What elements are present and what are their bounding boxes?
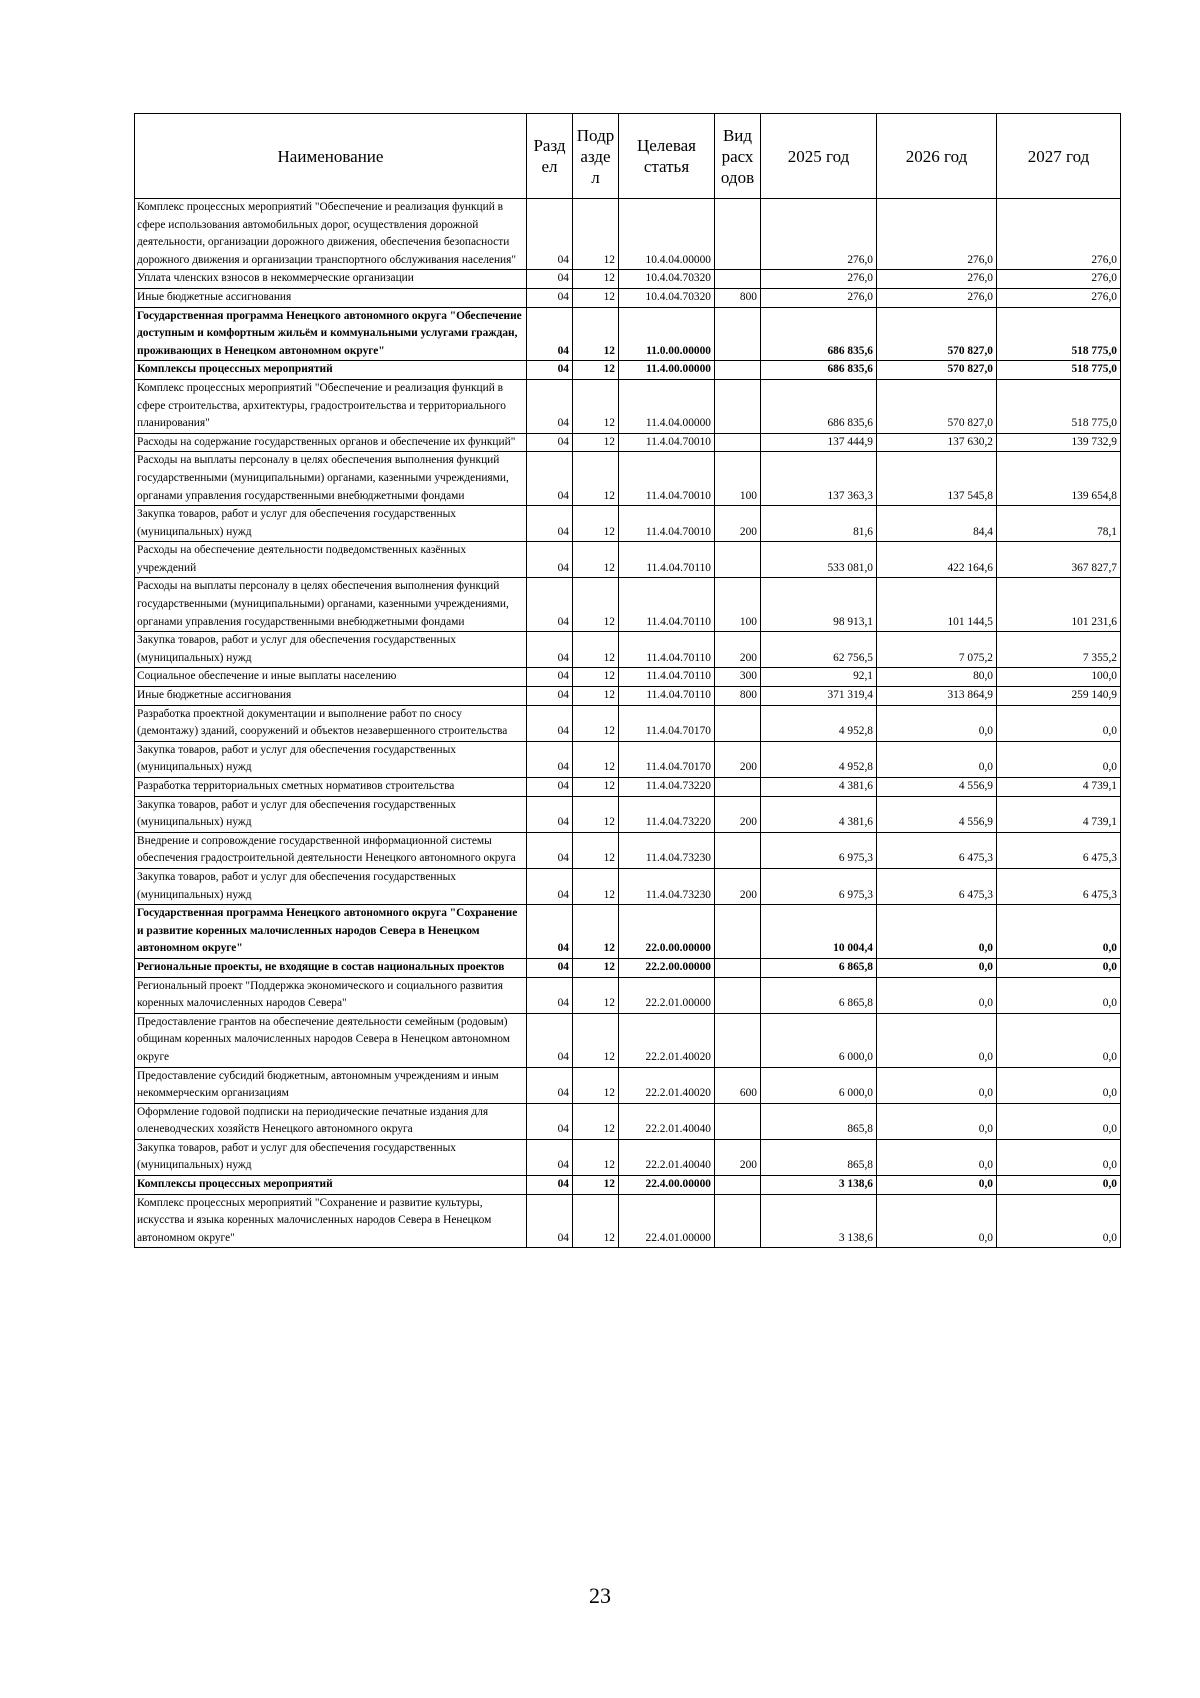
cell-podrazdel: 12 — [573, 542, 619, 578]
table-row — [135, 1194, 1121, 1248]
table-row — [135, 542, 1121, 578]
cell-2025: 686 835,6 — [761, 379, 877, 433]
cell-vid — [715, 977, 761, 1013]
cell-statya: 10.4.04.00000 — [619, 199, 715, 270]
cell-2027: 0,0 — [997, 1013, 1121, 1067]
cell-statya: 22.2.01.00000 — [619, 977, 715, 1013]
cell-statya: 10.4.04.70320 — [619, 288, 715, 307]
cell-name: Расходы на содержание государственных органов и обеспечение их функций" — [135, 433, 527, 452]
cell-podrazdel: 12 — [573, 1139, 619, 1175]
cell-name: Разработка территориальных сметных нормативов строительства — [135, 778, 527, 797]
cell-2026: 276,0 — [877, 270, 997, 289]
cell-razdel: 04 — [527, 506, 573, 542]
table-row — [135, 1139, 1121, 1175]
table-header-row — [135, 114, 1121, 199]
cell-name: Закупка товаров, работ и услуг для обеспечения государственных (муниципальных) нужд — [135, 741, 527, 777]
cell-name: Оформление годовой подписки на периодические печатные издания для оленеводческих хозяйств Ненецкого автономного округа — [135, 1103, 527, 1139]
cell-statya: 11.4.04.70110 — [619, 632, 715, 668]
header-vid: Вид расх одов — [715, 114, 761, 199]
cell-2026: 570 827,0 — [877, 361, 997, 380]
cell-name: Социальное обеспечение и иные выплаты населению — [135, 668, 527, 687]
cell-statya: 11.4.04.73230 — [619, 868, 715, 904]
cell-name: Расходы на выплаты персоналу в целях обеспечения выполнения функций государственными (муниципальными) органами, казенными учреждениями, органами управления государственными внебюджетными фондами — [135, 452, 527, 506]
cell-podrazdel: 12 — [573, 452, 619, 506]
cell-vid — [715, 958, 761, 977]
cell-vid — [715, 832, 761, 868]
cell-2026: 422 164,6 — [877, 542, 997, 578]
cell-vid — [715, 307, 761, 361]
cell-2025: 137 363,3 — [761, 452, 877, 506]
cell-razdel: 04 — [527, 199, 573, 270]
table-row — [135, 452, 1121, 506]
cell-2027: 4 739,1 — [997, 796, 1121, 832]
cell-name: Иные бюджетные ассигнования — [135, 288, 527, 307]
cell-2027: 0,0 — [997, 741, 1121, 777]
cell-vid — [715, 542, 761, 578]
cell-2026: 0,0 — [877, 741, 997, 777]
cell-2025: 533 081,0 — [761, 542, 877, 578]
cell-2026: 0,0 — [877, 1176, 997, 1195]
cell-2025: 686 835,6 — [761, 307, 877, 361]
cell-name: Предоставление субсидий бюджетным, автономным учреждениям и иным некоммерческим организациям — [135, 1067, 527, 1103]
cell-2025: 6 865,8 — [761, 958, 877, 977]
cell-podrazdel: 12 — [573, 632, 619, 668]
cell-2027: 6 475,3 — [997, 868, 1121, 904]
cell-razdel: 04 — [527, 832, 573, 868]
cell-2025: 276,0 — [761, 199, 877, 270]
cell-2027: 276,0 — [997, 199, 1121, 270]
table-row — [135, 199, 1121, 270]
cell-2026: 570 827,0 — [877, 307, 997, 361]
header-statya: Целевая статья — [619, 114, 715, 199]
cell-vid: 200 — [715, 1139, 761, 1175]
cell-statya: 11.4.04.73220 — [619, 778, 715, 797]
cell-vid — [715, 433, 761, 452]
cell-name: Комплекс процессных мероприятий "Обеспечение и реализация функций в сфере использования автомобильных дорог, осуществления дорожной деятельности, организации дорожного движения, обеспечения безопасности дорожного движения и организации транспортного обслуживания населения" — [135, 199, 527, 270]
cell-razdel: 04 — [527, 868, 573, 904]
cell-vid: 200 — [715, 868, 761, 904]
cell-2026: 0,0 — [877, 905, 997, 959]
cell-razdel: 04 — [527, 741, 573, 777]
cell-razdel: 04 — [527, 632, 573, 668]
cell-statya: 11.4.04.70110 — [619, 542, 715, 578]
cell-2025: 371 319,4 — [761, 687, 877, 706]
cell-vid — [715, 379, 761, 433]
cell-name: Государственная программа Ненецкого автономного округа "Обеспечение доступным и комфортным жильём и коммунальными услугами граждан, проживающих в Ненецком автономном округе" — [135, 307, 527, 361]
cell-2026: 0,0 — [877, 1067, 997, 1103]
cell-vid: 800 — [715, 288, 761, 307]
cell-razdel: 04 — [527, 977, 573, 1013]
table-row — [135, 379, 1121, 433]
cell-2025: 6 975,3 — [761, 832, 877, 868]
table-row — [135, 1103, 1121, 1139]
cell-name: Закупка товаров, работ и услуг для обеспечения государственных (муниципальных) нужд — [135, 796, 527, 832]
table-row — [135, 506, 1121, 542]
cell-2025: 3 138,6 — [761, 1194, 877, 1248]
cell-name: Закупка товаров, работ и услуг для обеспечения государственных (муниципальных) нужд — [135, 868, 527, 904]
table-row — [135, 977, 1121, 1013]
cell-razdel: 04 — [527, 905, 573, 959]
cell-podrazdel: 12 — [573, 506, 619, 542]
cell-2025: 6 000,0 — [761, 1013, 877, 1067]
cell-2027: 0,0 — [997, 1176, 1121, 1195]
cell-razdel: 04 — [527, 687, 573, 706]
cell-name: Расходы на обеспечение деятельности подведомственных казённых учреждений — [135, 542, 527, 578]
cell-statya: 22.2.01.40040 — [619, 1139, 715, 1175]
cell-vid: 200 — [715, 632, 761, 668]
cell-razdel: 04 — [527, 270, 573, 289]
cell-vid — [715, 361, 761, 380]
cell-statya: 22.2.01.40020 — [619, 1067, 715, 1103]
cell-vid — [715, 778, 761, 797]
header-2026: 2026 год — [877, 114, 997, 199]
cell-statya: 22.2.01.40040 — [619, 1103, 715, 1139]
cell-2025: 10 004,4 — [761, 905, 877, 959]
cell-razdel: 04 — [527, 433, 573, 452]
cell-2026: 0,0 — [877, 705, 997, 741]
table-row — [135, 578, 1121, 632]
budget-table — [134, 113, 1121, 1248]
cell-statya: 11.4.04.70110 — [619, 668, 715, 687]
table-row — [135, 687, 1121, 706]
cell-2025: 6 000,0 — [761, 1067, 877, 1103]
cell-2027: 0,0 — [997, 958, 1121, 977]
table-row — [135, 958, 1121, 977]
table-row — [135, 905, 1121, 959]
cell-podrazdel: 12 — [573, 1103, 619, 1139]
header-2025: 2025 год — [761, 114, 877, 199]
cell-vid — [715, 1176, 761, 1195]
cell-podrazdel: 12 — [573, 958, 619, 977]
cell-2027: 0,0 — [997, 1103, 1121, 1139]
cell-podrazdel: 12 — [573, 705, 619, 741]
cell-podrazdel: 12 — [573, 1013, 619, 1067]
cell-2027: 0,0 — [997, 977, 1121, 1013]
cell-2026: 80,0 — [877, 668, 997, 687]
cell-name: Предоставление грантов на обеспечение деятельности семейным (родовым) общинам коренных малочисленных народов Севера в Ненецком автономном округе — [135, 1013, 527, 1067]
cell-vid: 600 — [715, 1067, 761, 1103]
cell-statya: 22.0.00.00000 — [619, 905, 715, 959]
cell-2025: 4 381,6 — [761, 796, 877, 832]
cell-2027: 100,0 — [997, 668, 1121, 687]
cell-podrazdel: 12 — [573, 741, 619, 777]
cell-razdel: 04 — [527, 542, 573, 578]
table-row — [135, 433, 1121, 452]
cell-podrazdel: 12 — [573, 433, 619, 452]
cell-2027: 276,0 — [997, 288, 1121, 307]
cell-razdel: 04 — [527, 361, 573, 380]
cell-2026: 4 556,9 — [877, 778, 997, 797]
table-row — [135, 288, 1121, 307]
cell-statya: 10.4.04.70320 — [619, 270, 715, 289]
cell-2025: 4 952,8 — [761, 741, 877, 777]
cell-razdel: 04 — [527, 307, 573, 361]
cell-2025: 3 138,6 — [761, 1176, 877, 1195]
cell-podrazdel: 12 — [573, 977, 619, 1013]
cell-podrazdel: 12 — [573, 687, 619, 706]
cell-2026: 6 475,3 — [877, 868, 997, 904]
cell-2026: 0,0 — [877, 1139, 997, 1175]
cell-statya: 11.0.00.00000 — [619, 307, 715, 361]
cell-2025: 81,6 — [761, 506, 877, 542]
cell-name: Комплекс процессных мероприятий "Обеспечение и реализация функций в сфере строительства, архитектуры, градостроительства и территориального планирования" — [135, 379, 527, 433]
cell-razdel: 04 — [527, 778, 573, 797]
cell-podrazdel: 12 — [573, 379, 619, 433]
cell-razdel: 04 — [527, 1176, 573, 1195]
cell-name: Государственная программа Ненецкого автономного округа "Сохранение и развитие коренных малочисленных народов Севера в Ненецком автономном округе" — [135, 905, 527, 959]
cell-podrazdel: 12 — [573, 361, 619, 380]
cell-vid: 200 — [715, 796, 761, 832]
cell-2026: 0,0 — [877, 1103, 997, 1139]
cell-vid — [715, 270, 761, 289]
cell-razdel: 04 — [527, 958, 573, 977]
cell-name: Региональный проект "Поддержка экономического и социального развития коренных малочисленных народов Севера" — [135, 977, 527, 1013]
cell-name: Комплексы процессных мероприятий — [135, 361, 527, 380]
cell-2025: 276,0 — [761, 270, 877, 289]
header-name: Наименование — [135, 114, 527, 199]
cell-vid: 800 — [715, 687, 761, 706]
cell-2026: 137 545,8 — [877, 452, 997, 506]
cell-2027: 101 231,6 — [997, 578, 1121, 632]
table-row — [135, 832, 1121, 868]
table-row — [135, 778, 1121, 797]
table-row — [135, 361, 1121, 380]
cell-statya: 11.4.04.00000 — [619, 379, 715, 433]
cell-podrazdel: 12 — [573, 868, 619, 904]
cell-podrazdel: 12 — [573, 1176, 619, 1195]
cell-statya: 11.4.00.00000 — [619, 361, 715, 380]
cell-statya: 22.4.01.00000 — [619, 1194, 715, 1248]
cell-2026: 0,0 — [877, 1013, 997, 1067]
cell-razdel: 04 — [527, 1067, 573, 1103]
cell-2026: 276,0 — [877, 288, 997, 307]
cell-statya: 11.4.04.70010 — [619, 433, 715, 452]
cell-2026: 313 864,9 — [877, 687, 997, 706]
cell-2027: 139 732,9 — [997, 433, 1121, 452]
cell-podrazdel: 12 — [573, 778, 619, 797]
cell-name: Уплата членских взносов в некоммерческие организации — [135, 270, 527, 289]
cell-podrazdel: 12 — [573, 1067, 619, 1103]
cell-2025: 137 444,9 — [761, 433, 877, 452]
cell-2027: 4 739,1 — [997, 778, 1121, 797]
cell-vid: 200 — [715, 506, 761, 542]
cell-podrazdel: 12 — [573, 1194, 619, 1248]
cell-vid: 100 — [715, 578, 761, 632]
cell-2027: 0,0 — [997, 1067, 1121, 1103]
cell-2027: 6 475,3 — [997, 832, 1121, 868]
cell-2026: 0,0 — [877, 977, 997, 1013]
cell-vid: 100 — [715, 452, 761, 506]
table-row — [135, 796, 1121, 832]
cell-razdel: 04 — [527, 1139, 573, 1175]
cell-name: Комплекс процессных мероприятий "Сохранение и развитие культуры, искусства и языка коренных малочисленных народов Севера в Ненецком автономном округе" — [135, 1194, 527, 1248]
cell-name: Внедрение и сопровождение государственной информационной системы обеспечения градостроительной деятельности Ненецкого автономного округа — [135, 832, 527, 868]
cell-2025: 98 913,1 — [761, 578, 877, 632]
page-number: 23 — [589, 1583, 611, 1608]
cell-statya: 11.4.04.70010 — [619, 452, 715, 506]
cell-razdel: 04 — [527, 379, 573, 433]
cell-2027: 367 827,7 — [997, 542, 1121, 578]
cell-razdel: 04 — [527, 1194, 573, 1248]
table-row — [135, 270, 1121, 289]
cell-vid: 300 — [715, 668, 761, 687]
cell-2027: 0,0 — [997, 1194, 1121, 1248]
cell-2025: 686 835,6 — [761, 361, 877, 380]
cell-podrazdel: 12 — [573, 668, 619, 687]
cell-statya: 11.4.04.73220 — [619, 796, 715, 832]
cell-2026: 6 475,3 — [877, 832, 997, 868]
cell-2026: 4 556,9 — [877, 796, 997, 832]
cell-razdel: 04 — [527, 796, 573, 832]
cell-razdel: 04 — [527, 288, 573, 307]
cell-podrazdel: 12 — [573, 288, 619, 307]
cell-2026: 0,0 — [877, 1194, 997, 1248]
cell-statya: 22.2.01.40020 — [619, 1013, 715, 1067]
cell-podrazdel: 12 — [573, 199, 619, 270]
cell-2025: 6 975,3 — [761, 868, 877, 904]
cell-2025: 4 381,6 — [761, 778, 877, 797]
cell-podrazdel: 12 — [573, 307, 619, 361]
cell-razdel: 04 — [527, 1103, 573, 1139]
cell-name: Региональные проекты, не входящие в состав национальных проектов — [135, 958, 527, 977]
cell-podrazdel: 12 — [573, 578, 619, 632]
cell-name: Закупка товаров, работ и услуг для обеспечения государственных (муниципальных) нужд — [135, 632, 527, 668]
table-body — [135, 199, 1121, 1248]
table-row — [135, 868, 1121, 904]
cell-statya: 11.4.04.70170 — [619, 741, 715, 777]
cell-2025: 865,8 — [761, 1139, 877, 1175]
cell-statya: 11.4.04.70110 — [619, 578, 715, 632]
cell-2025: 92,1 — [761, 668, 877, 687]
cell-vid — [715, 1013, 761, 1067]
table-row — [135, 741, 1121, 777]
table-row — [135, 1176, 1121, 1195]
cell-2026: 570 827,0 — [877, 379, 997, 433]
cell-2026: 101 144,5 — [877, 578, 997, 632]
cell-2025: 276,0 — [761, 288, 877, 307]
cell-2027: 259 140,9 — [997, 687, 1121, 706]
cell-name: Расходы на выплаты персоналу в целях обеспечения выполнения функций государственными (муниципальными) органами, казенными учреждениями, органами управления государственными внебюджетными фондами — [135, 578, 527, 632]
cell-2027: 0,0 — [997, 705, 1121, 741]
cell-2027: 276,0 — [997, 270, 1121, 289]
cell-2027: 7 355,2 — [997, 632, 1121, 668]
cell-vid — [715, 905, 761, 959]
cell-2026: 84,4 — [877, 506, 997, 542]
cell-name: Комплексы процессных мероприятий — [135, 1176, 527, 1195]
cell-razdel: 04 — [527, 668, 573, 687]
cell-vid — [715, 705, 761, 741]
cell-2026: 0,0 — [877, 958, 997, 977]
cell-razdel: 04 — [527, 578, 573, 632]
cell-2027: 518 775,0 — [997, 379, 1121, 433]
header-razdel: Разд ел — [527, 114, 573, 199]
cell-name: Иные бюджетные ассигнования — [135, 687, 527, 706]
table-row — [135, 1013, 1121, 1067]
cell-vid: 200 — [715, 741, 761, 777]
cell-podrazdel: 12 — [573, 905, 619, 959]
header-podrazdel: Подр азде л — [573, 114, 619, 199]
cell-statya: 11.4.04.70010 — [619, 506, 715, 542]
table-row — [135, 705, 1121, 741]
table-row — [135, 1067, 1121, 1103]
cell-statya: 22.2.00.00000 — [619, 958, 715, 977]
cell-2025: 62 756,5 — [761, 632, 877, 668]
cell-2026: 137 630,2 — [877, 433, 997, 452]
cell-statya: 11.4.04.70110 — [619, 687, 715, 706]
cell-vid — [715, 199, 761, 270]
cell-2027: 78,1 — [997, 506, 1121, 542]
cell-statya: 11.4.04.70170 — [619, 705, 715, 741]
cell-statya: 11.4.04.73230 — [619, 832, 715, 868]
cell-podrazdel: 12 — [573, 832, 619, 868]
cell-statya: 22.4.00.00000 — [619, 1176, 715, 1195]
cell-razdel: 04 — [527, 1013, 573, 1067]
cell-vid — [715, 1103, 761, 1139]
table-row — [135, 668, 1121, 687]
cell-razdel: 04 — [527, 452, 573, 506]
cell-2025: 4 952,8 — [761, 705, 877, 741]
cell-name: Разработка проектной документации и выполнение работ по сносу (демонтажу) зданий, сооружений и объектов незавершенного строительства — [135, 705, 527, 741]
cell-name: Закупка товаров, работ и услуг для обеспечения государственных (муниципальных) нужд — [135, 506, 527, 542]
table-row — [135, 307, 1121, 361]
cell-2027: 518 775,0 — [997, 307, 1121, 361]
header-2027: 2027 год — [997, 114, 1121, 199]
cell-2026: 276,0 — [877, 199, 997, 270]
cell-2025: 6 865,8 — [761, 977, 877, 1013]
cell-2027: 0,0 — [997, 1139, 1121, 1175]
cell-podrazdel: 12 — [573, 270, 619, 289]
cell-razdel: 04 — [527, 705, 573, 741]
cell-2027: 139 654,8 — [997, 452, 1121, 506]
cell-name: Закупка товаров, работ и услуг для обеспечения государственных (муниципальных) нужд — [135, 1139, 527, 1175]
cell-podrazdel: 12 — [573, 796, 619, 832]
cell-2025: 865,8 — [761, 1103, 877, 1139]
cell-2027: 0,0 — [997, 905, 1121, 959]
cell-2026: 7 075,2 — [877, 632, 997, 668]
table-row — [135, 632, 1121, 668]
budget-table-container — [134, 113, 1120, 1248]
cell-2027: 518 775,0 — [997, 361, 1121, 380]
cell-vid — [715, 1194, 761, 1248]
